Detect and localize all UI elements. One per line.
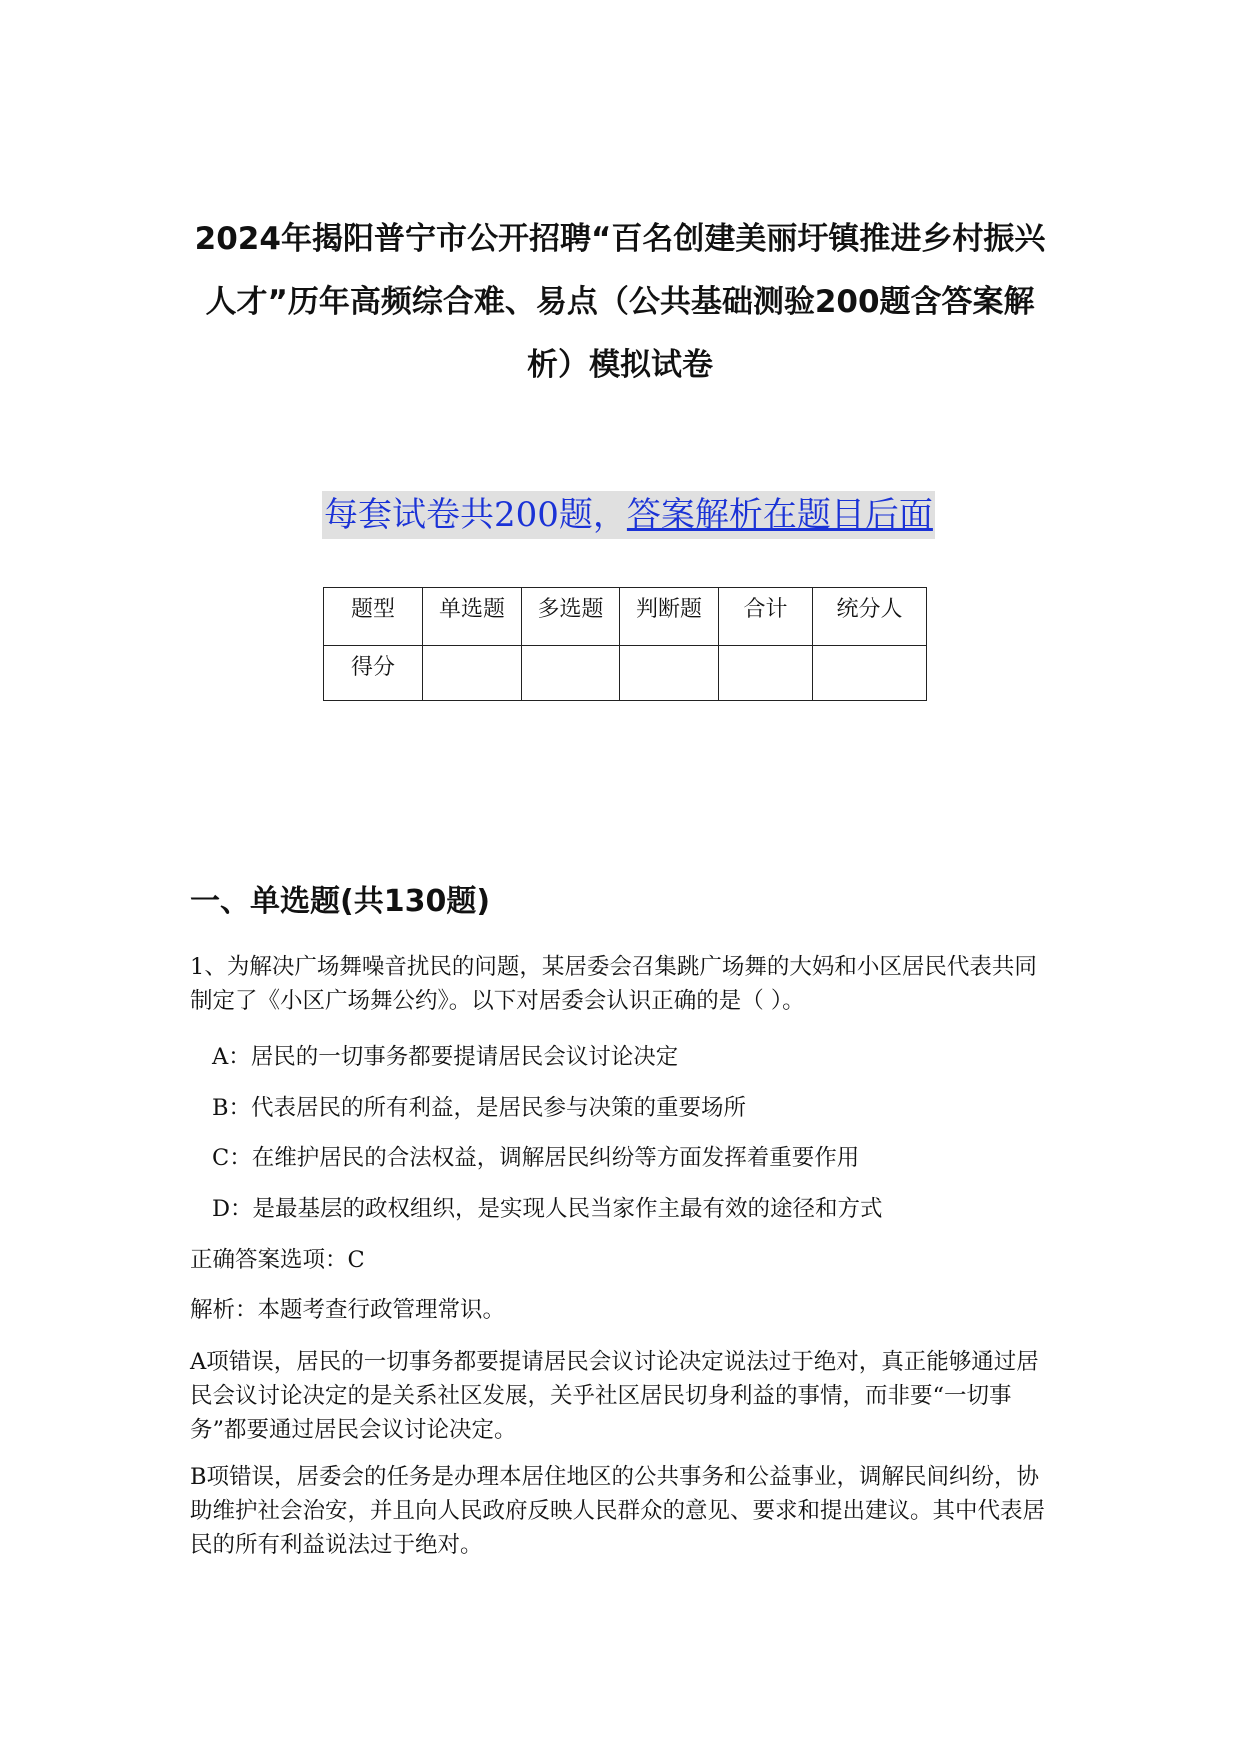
score-cell-multi[interactable] [522, 646, 620, 701]
header-cell-judge: 判断题 [620, 588, 719, 646]
header-cell-scorer: 统分人 [813, 588, 927, 646]
info-banner [322, 491, 935, 539]
score-cell-scorer[interactable] [813, 646, 927, 701]
score-cell-total[interactable] [719, 646, 813, 701]
analysis-option-a: A项错误，居民的一切事务都要提请居民会议讨论决定说法过于绝对，真正能够通过居民会议讨论决定的是关系社区发展，关乎社区居民切身利益的事情，而非要“一切事务”都要通过居民会议讨论决定。 [190, 1349, 1039, 1443]
document-title: 2024年揭阳普宁市公开招聘“百名创建美丽圩镇推进乡村振兴人才”历年高频综合难、易点（公共基础测验200题含答案解析）模拟试卷 [194, 221, 1046, 383]
correct-answer: 正确答案选项：C [190, 1247, 365, 1273]
score-table [323, 587, 927, 701]
score-cell-judge[interactable] [620, 646, 719, 701]
header-cell-single: 单选题 [423, 588, 522, 646]
option-b: B：代表居民的所有利益，是居民参与决策的重要场所 [212, 1095, 747, 1121]
header-cell-total: 合计 [719, 588, 813, 646]
header-cell-type: 题型 [324, 588, 423, 646]
option-a: A：居民的一切事务都要提请居民会议讨论决定 [212, 1044, 679, 1070]
score-table-header-row [324, 588, 927, 646]
score-table-score-row [324, 646, 927, 701]
score-row-label: 得分 [324, 646, 423, 701]
score-cell-single[interactable] [423, 646, 522, 701]
header-cell-multi: 多选题 [522, 588, 620, 646]
analysis-intro: 解析：本题考查行政管理常识。 [190, 1297, 506, 1323]
option-d: D：是最基层的政权组织，是实现人民当家作主最有效的途径和方式 [212, 1196, 883, 1222]
option-c: C：在维护居民的合法权益，调解居民纠纷等方面发挥着重要作用 [212, 1145, 860, 1171]
question-stem: 1、为解决广场舞噪音扰民的问题，某居委会召集跳广场舞的大妈和小区居民代表共同制定了《小区广场舞公约》。以下对居委会认识正确的是（ ）。 [190, 954, 1037, 1014]
section-title: 一、单选题(共130题) [190, 884, 491, 919]
banner-text: 每套试卷共200题， [324, 495, 627, 535]
analysis-option-b: B项错误，居委会的任务是办理本居住地区的公共事务和公益事业，调解民间纠纷，协助维护社会治安，并且向人民政府反映人民群众的意见、要求和提出建议。其中代表居民的所有利益说法过于绝对。 [190, 1464, 1046, 1558]
answer-location-link[interactable]: 答案解析在题目后面 [626, 495, 933, 535]
